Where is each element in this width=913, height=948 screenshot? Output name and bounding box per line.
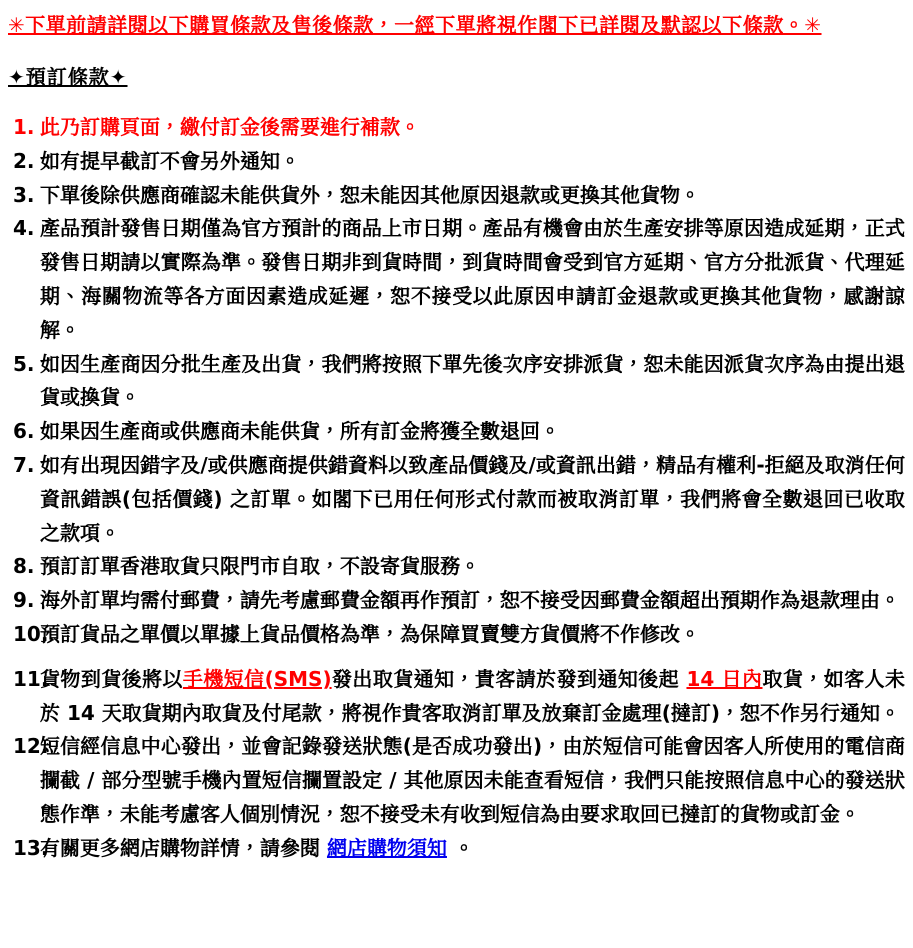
term-item-13: [8, 832, 905, 866]
term-number: 1.: [13, 115, 35, 139]
term-text: 如有出現因錯字及/或供應商提供錯資料以致產品價錢及/或資訊出錯，精品有權利-拒絕及取消任何資訊錯誤(包括價錢) 之訂單。如閣下已用任何形式付款而被取消訂單，我們將會全數退回已收取之款項。: [40, 452, 905, 545]
term-number: 9.: [13, 588, 35, 613]
term-number: 4.: [13, 216, 35, 241]
term-number: 13.: [13, 835, 49, 860]
term-number: 3.: [13, 182, 35, 207]
term-number: 12.: [13, 734, 49, 759]
term-text: 發出取貨通知，貴客請於發到通知後起: [331, 666, 687, 691]
term-text: 短信經信息中心發出，並會記錄發送狀態(是否成功發出)，由於短信可能會因客人所使用的電信商攔截 / 部分型號手機內置短信攔置設定 / 其他原因未能查看短信，我們只能按照信息中心的發送狀態作準，未能考慮客人個別情況，恕不接受未有收到短信為由要求取回已撻訂的貨物或訂金。: [40, 734, 905, 826]
term-text: 取貨，如客人未於 14 天取貨期內取貨及付尾款，將視作貴客取消訂單及放棄訂金處理(撻訂)，恕不作另行通知。: [40, 666, 906, 725]
term-text: 產品預計發售日期僅為官方預計的商品上市日期。產品有機會由於生產安排等原因造成延期，正式發售日期請以實際為準。發售日期非到貨時間，到貨時間會受到官方延期、官方分批派貨、代理延期、海關物流等各方面因素造成延遲，恕不接受以此原因申請訂金退款或更換其他貨物，感謝諒解。: [40, 216, 905, 342]
shop-guide-link[interactable]: 網店購物須知: [326, 835, 447, 860]
term-text: 預訂貨品之單價以單據上貨品價格為準，為保障買賣雙方貨價將不作修改。: [40, 621, 700, 646]
term-text: 貨物到貨後將以: [40, 666, 183, 691]
term-text: 下單後除供應商確認未能供貨外，恕未能因其他原因退款或更換其他貨物。: [40, 182, 700, 207]
term-number: 7.: [13, 452, 35, 477]
term-item-9: [8, 584, 905, 618]
term-item-6: [8, 415, 905, 449]
term-item-3: [8, 179, 905, 213]
term-text: 有關更多網店購物詳情，請參閱: [40, 835, 327, 860]
purchase-terms-warning: ✳下單前請詳閱以下購買條款及售後條款，一經下單將視作閣下已詳閱及默認以下條款。✳: [8, 13, 822, 37]
term-item-10: [8, 618, 905, 652]
term-item-4: [8, 212, 905, 347]
term-item-7: [8, 449, 905, 550]
pickup-deadline-highlight: 14 日內: [686, 666, 763, 691]
term-number: 6.: [13, 419, 35, 444]
term-number: 11.: [13, 666, 49, 691]
term-item-8: [8, 550, 905, 584]
sms-notice-highlight: 手機短信(SMS): [182, 666, 332, 691]
term-text: 如果因生產商或供應商未能供貨，所有訂金將獲全數退回。: [40, 419, 560, 444]
term-text: 此乃訂購頁面，繳付訂金後需要進行補款。: [40, 115, 420, 139]
term-number: 10.: [13, 621, 49, 646]
term-text: 如有提早截訂不會另外通知。: [40, 148, 300, 173]
term-item-2: [8, 145, 905, 179]
term-text: 如因生產商因分批生產及出貨，我們將按照下單先後次序安排派貨，恕未能因派貨次序為由提出退貨或換貨。: [40, 351, 905, 410]
term-number: 8.: [13, 554, 35, 579]
term-text: 預訂訂單香港取貨只限門市自取，不設寄貨服務。: [40, 554, 480, 579]
term-text: 。: [446, 835, 474, 860]
term-item-12: [8, 730, 905, 831]
term-item-11: [8, 663, 905, 731]
terms-list: [8, 111, 905, 866]
preorder-terms-section-title: ✦預訂條款✦: [8, 65, 128, 89]
term-number: 2.: [13, 148, 35, 173]
term-text: 海外訂單均需付郵費，請先考慮郵費金額再作預訂，恕不接受因郵費金額超出預期作為退款理由。: [40, 588, 900, 613]
term-item-5: [8, 348, 905, 416]
term-item-1: [8, 111, 905, 145]
term-number: 5.: [13, 351, 35, 376]
